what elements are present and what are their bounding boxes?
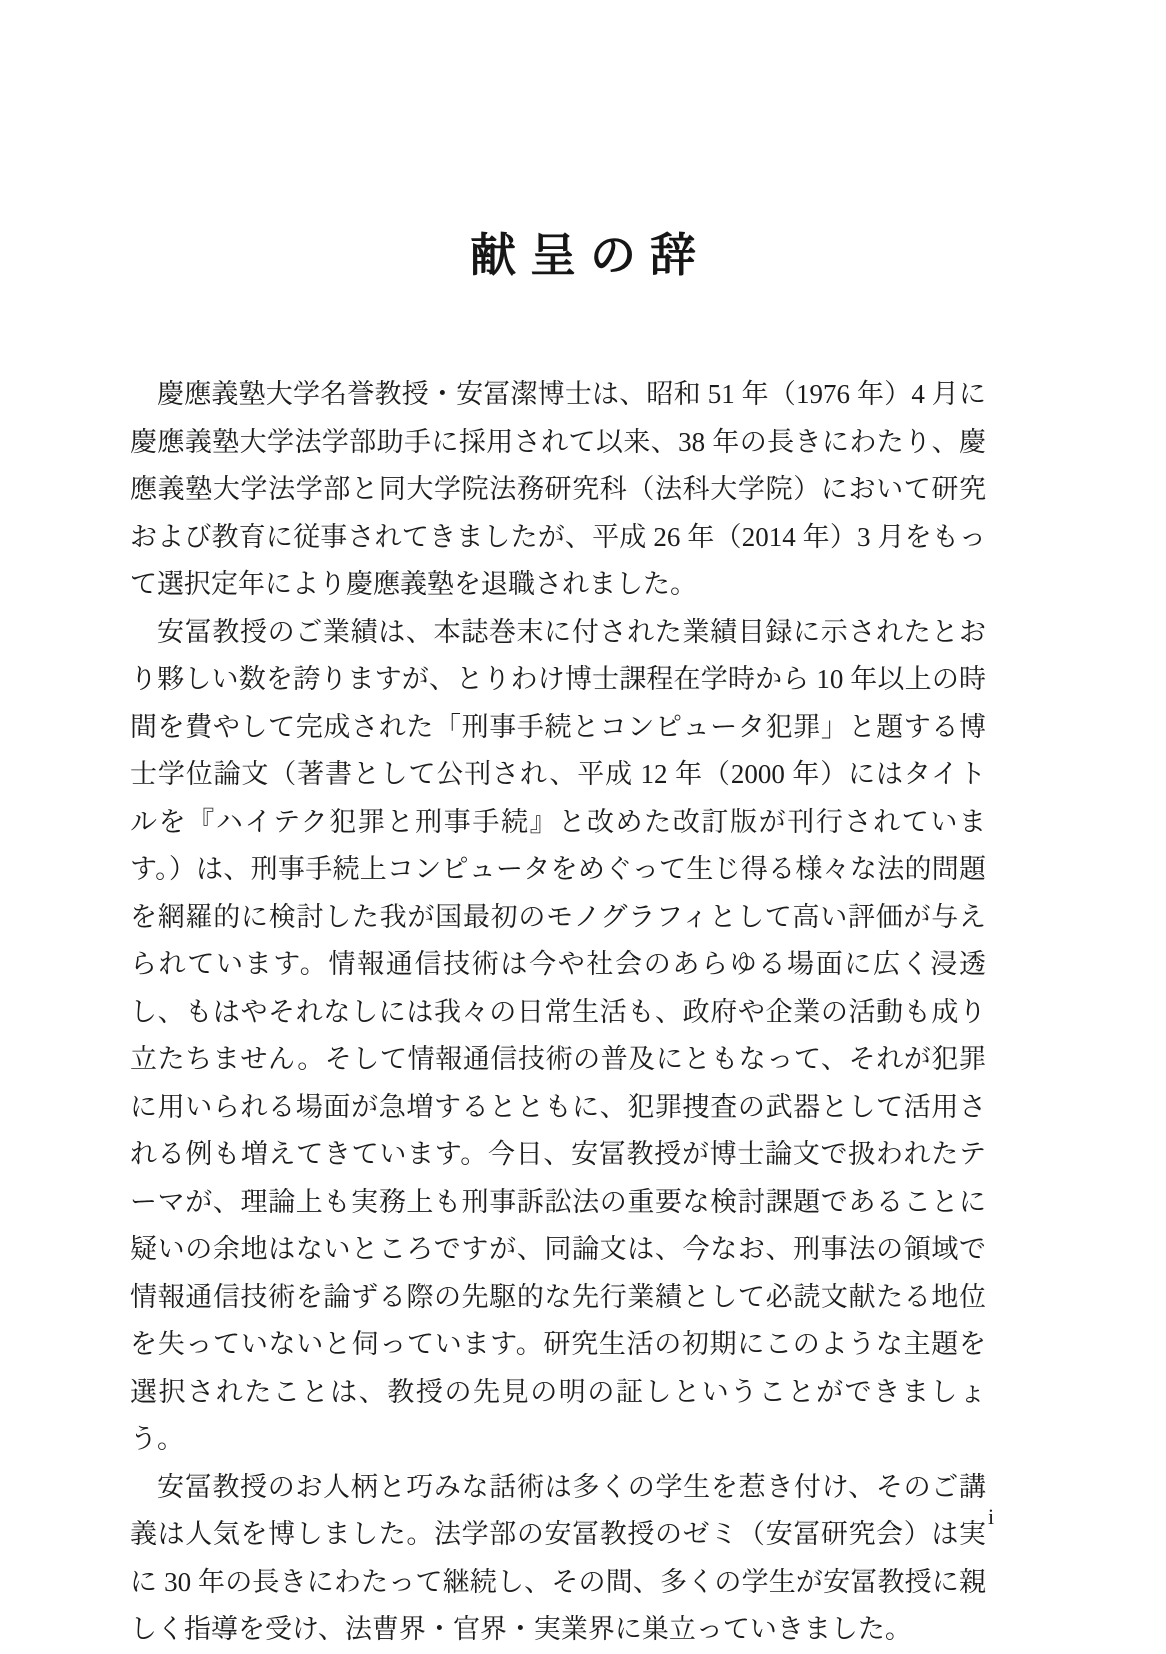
paragraph: 慶應義塾大学名誉教授・安冨潔博士は、昭和 51 年（1976 年）4 月に慶應義塾大学法学部助手に採用されて以来、38 年の長きにわたり、慶應義塾大学法学部と同大学院法務研究科（法科大学院）において研究および教育に従事されてきましたが、平成 26 年（2014 年）3 月をもって選択定年により慶應義塾を退職されました。 [130, 379, 986, 599]
paragraph: 安冨教授のお人柄と巧みな話術は多くの学生を惹き付け、そのご講義は人気を博しました。法学部の安冨教授のゼミ（安冨研究会）は実に 30 年の長きにわたって継続し、その間、多くの学生が安冨教授に親しく指導を受け、法曹界・官界・実業界に巣立っていきました。 [130, 1471, 986, 1644]
paragraph: 安冨教授のご業績は、本誌巻末に付された業績目録に示されたとおり夥しい数を誇りますが、とりわけ博士課程在学時から 10 年以上の時間を費やして完成された「刑事手続とコンピュータ犯罪」と題する博士学位論文（著書として公刊され、平成 12 年（2000 年）にはタイトルを『ハイテク犯罪と刑事手続』と改めた改訂版が刊行されています。）は、刑事手続上コンピュータをめぐって生じ得る様々な法的問題を網羅的に検討した我が国最初のモノグラフィとして高い評価が与えられています。情報通信技術は今や社会のあらゆる場面に広く浸透し、もはやそれなしには我々の日常生活も、政府や企業の活動も成り立たちません。そして情報通信技術の普及にともなって、それが犯罪に用いられる場面が急増するとともに、犯罪捜査の武器として活用される例も増えてきています。今日、安冨教授が博士論文で扱われたテーマが、理論上も実務上も刑事訴訟法の重要な検討課題であることに疑いの余地はないところですが、同論文は、今なお、刑事法の領域で情報通信技術を論ずる際の先駆的な先行業績として必読文献たる地位を失っていないと伺っています。研究生活の初期にこのような主題を選択されたことは、教授の先見の明の証しということができましょう。 [130, 616, 986, 1454]
document-body [130, 371, 986, 1654]
page-title: 献呈の辞 [470, 229, 710, 281]
page-number: i [988, 1504, 995, 1529]
